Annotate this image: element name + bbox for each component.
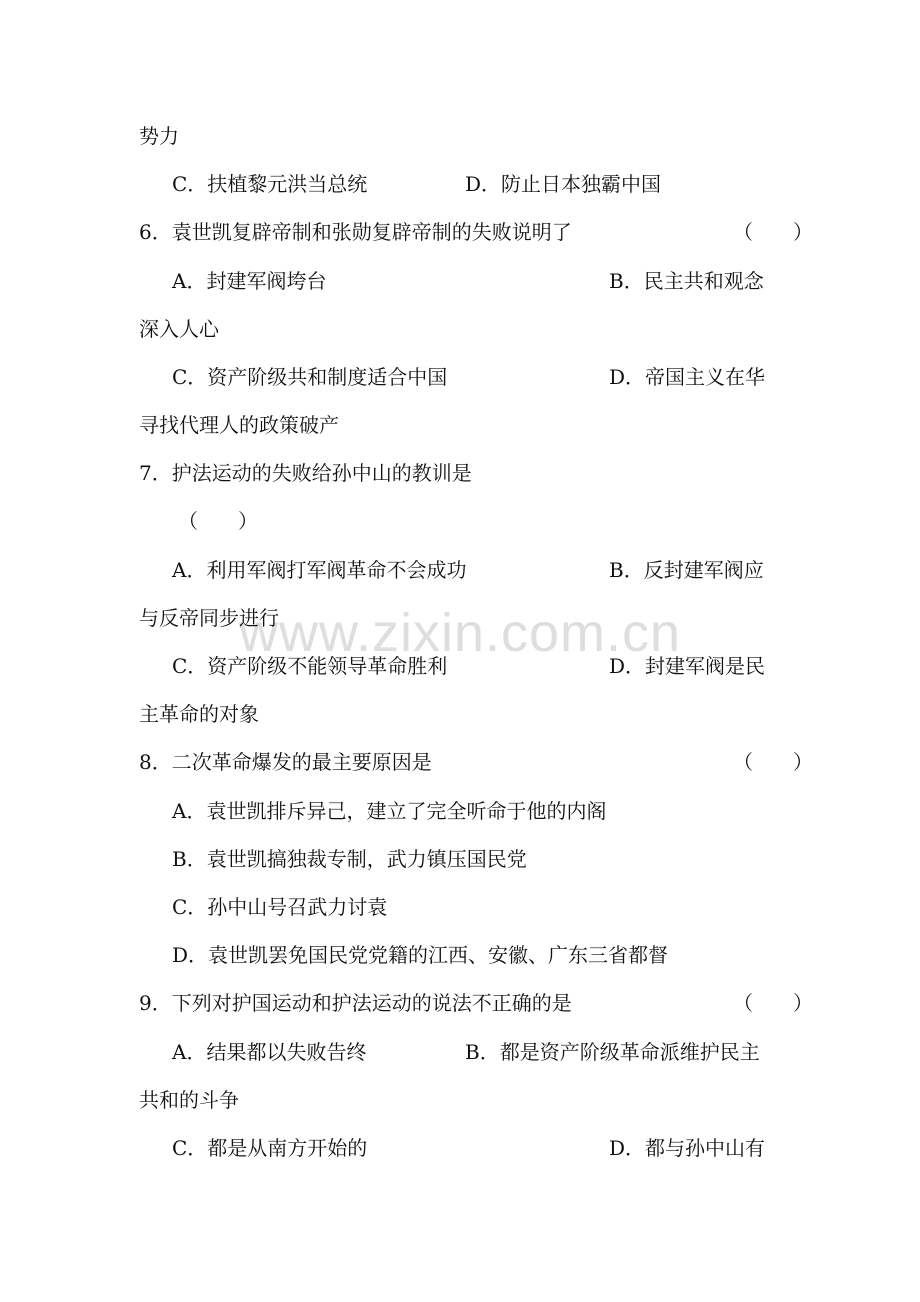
q9-option-b-continuation: 共和的斗争 bbox=[139, 1088, 239, 1112]
q9-option-a: A．结果都以失败告终 bbox=[172, 1040, 367, 1064]
q8-option-d: D．袁世凯罢免国民党党籍的江西、安徽、广东三省都督 bbox=[172, 943, 669, 967]
q7-option-d-continuation: 主革命的对象 bbox=[139, 702, 259, 726]
q9-answer-paren: （ ） bbox=[733, 991, 813, 1015]
q5-option-c: C．扶植黎元洪当总统 bbox=[172, 172, 368, 196]
q6-option-d: D．帝国主义在华 bbox=[609, 365, 766, 389]
q7-option-b: B．反封建军阀应 bbox=[609, 558, 764, 582]
q9-option-d: D．都与孙中山有 bbox=[609, 1136, 766, 1160]
q9-stem: 9．下列对护国运动和护法运动的说法不正确的是 bbox=[139, 991, 572, 1015]
q7-answer-paren: （ ） bbox=[178, 509, 258, 533]
q6-stem: 6．袁世凯复辟帝制和张勋复辟帝制的失败说明了 bbox=[139, 220, 572, 244]
q8-option-c: C．孙中山号召武力讨袁 bbox=[172, 895, 388, 919]
q5-option-d: D．防止日本独霸中国 bbox=[465, 172, 662, 196]
q8-stem: 8．二次革命爆发的最主要原因是 bbox=[139, 750, 432, 774]
q9-option-c: C．都是从南方开始的 bbox=[172, 1136, 368, 1160]
q7-option-c: C．资产阶级不能领导革命胜利 bbox=[172, 654, 448, 678]
watermark: www.zixin.com.cn bbox=[238, 603, 682, 663]
q6-option-a: A．封建军阀垮台 bbox=[172, 269, 327, 293]
q6-answer-paren: （ ） bbox=[733, 220, 813, 244]
q6-option-c: C．资产阶级共和制度适合中国 bbox=[172, 365, 448, 389]
q7-option-d: D．封建军阀是民 bbox=[609, 654, 766, 678]
q8-option-a: A．袁世凯排斥异己，建立了完全听命于他的内阁 bbox=[172, 799, 607, 823]
q5-option-b-continuation: 势力 bbox=[139, 124, 179, 148]
q7-option-a: A．利用军阀打军阀革命不会成功 bbox=[172, 558, 467, 582]
q6-option-b: B．民主共和观念 bbox=[609, 269, 764, 293]
q8-option-b: B．袁世凯搞独裁专制，武力镇压国民党 bbox=[172, 847, 527, 871]
q7-stem: 7．护法运动的失败给孙中山的教训是 bbox=[139, 461, 472, 485]
q9-option-b: B．都是资产阶级革命派维护民主 bbox=[465, 1040, 760, 1064]
q6-option-d-continuation: 寻找代理人的政策破产 bbox=[139, 413, 339, 437]
q7-option-b-continuation: 与反帝同步进行 bbox=[139, 606, 279, 630]
q8-answer-paren: （ ） bbox=[733, 750, 813, 774]
q6-option-b-continuation: 深入人心 bbox=[139, 317, 219, 341]
